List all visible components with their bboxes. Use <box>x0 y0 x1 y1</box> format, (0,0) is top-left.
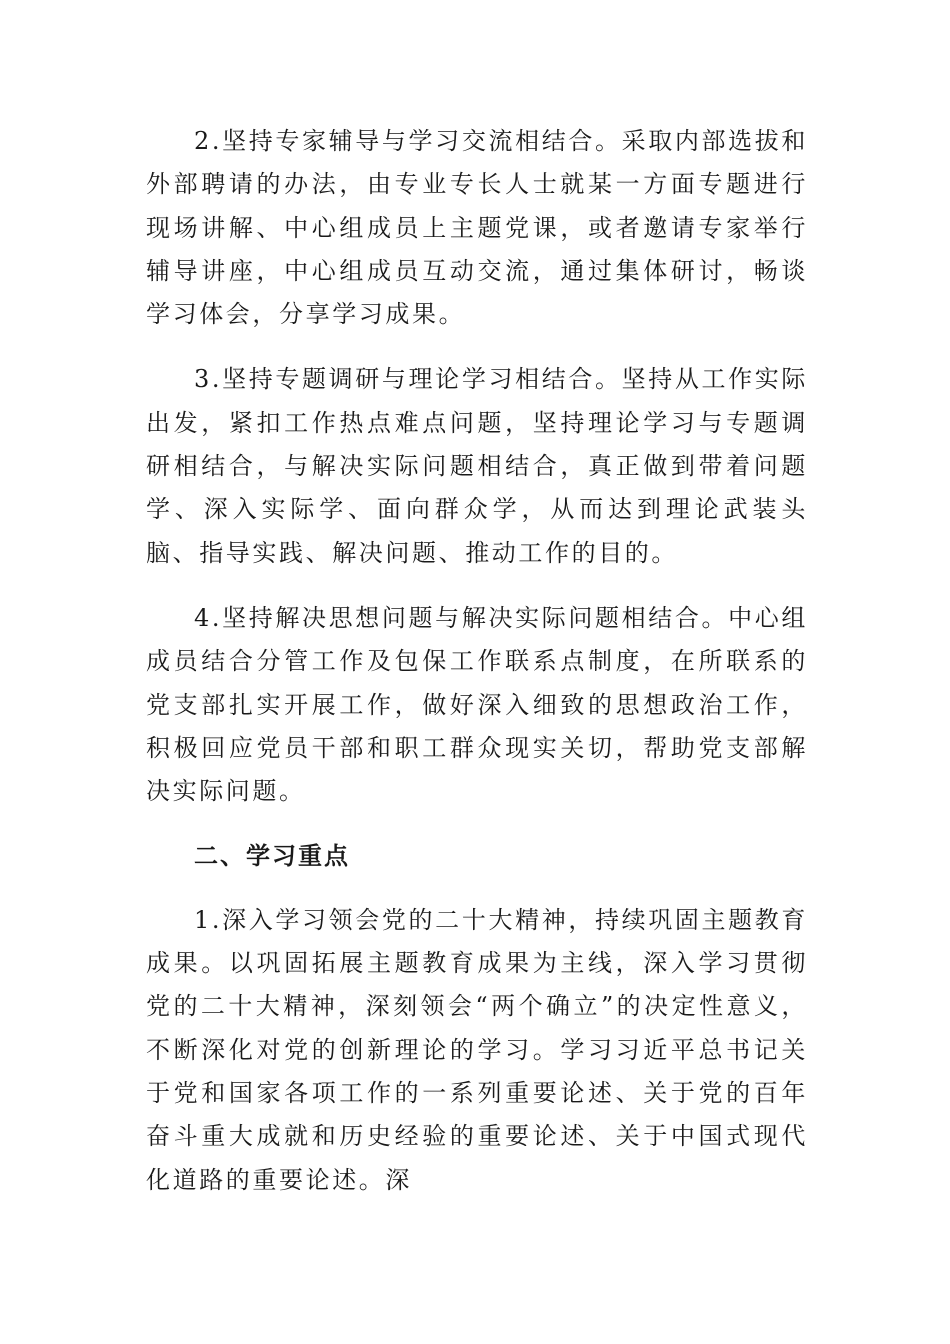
paragraph-item-study-1: 1.深入学习领会党的二十大精神，持续巩固主题教育成果。以巩固拓展主题教育成果为主线，深入学习贯彻党的二十大精神，深刻领会“两个确立”的决定性意义，不断深化对党的创新理论的学习。学习习近平总书记关于党和国家各项工作的一系列重要论述、关于党的百年奋斗重大成就和历史经验的重要论述、关于中国式现代化道路的重要论述。深 <box>146 905 808 1194</box>
paragraph-item-4: 4.坚持解决思想问题与解决实际问题相结合。中心组成员结合分管工作及包保工作联系点制度，在所联系的党支部扎实开展工作，做好深入细致的思想政治工作，积极回应党员干部和职工群众现实关切，帮助党支部解决实际问题。 <box>146 603 808 806</box>
paragraph-item-3: 3.坚持专题调研与理论学习相结合。坚持从工作实际出发，紧扣工作热点难点问题，坚持理论学习与专题调研相结合，与解决实际问题相结合，真正做到带着问题学、深入实际学、面向群众学，从而达到理论武装头脑、指导实践、解决问题、推动工作的目的。 <box>146 365 808 567</box>
section-heading-study-focus: 二、学习重点 <box>194 842 350 871</box>
paragraph-item-2: 2.坚持专家辅导与学习交流相结合。采取内部选拔和外部聘请的办法，由专业专长人士就某一方面专题进行现场讲解、中心组成员上主题党课，或者邀请专家举行辅导讲座，中心组成员互动交流，通过集体研讨，畅谈学习体会，分享学习成果。 <box>146 127 808 329</box>
document-body <box>146 120 808 1224</box>
